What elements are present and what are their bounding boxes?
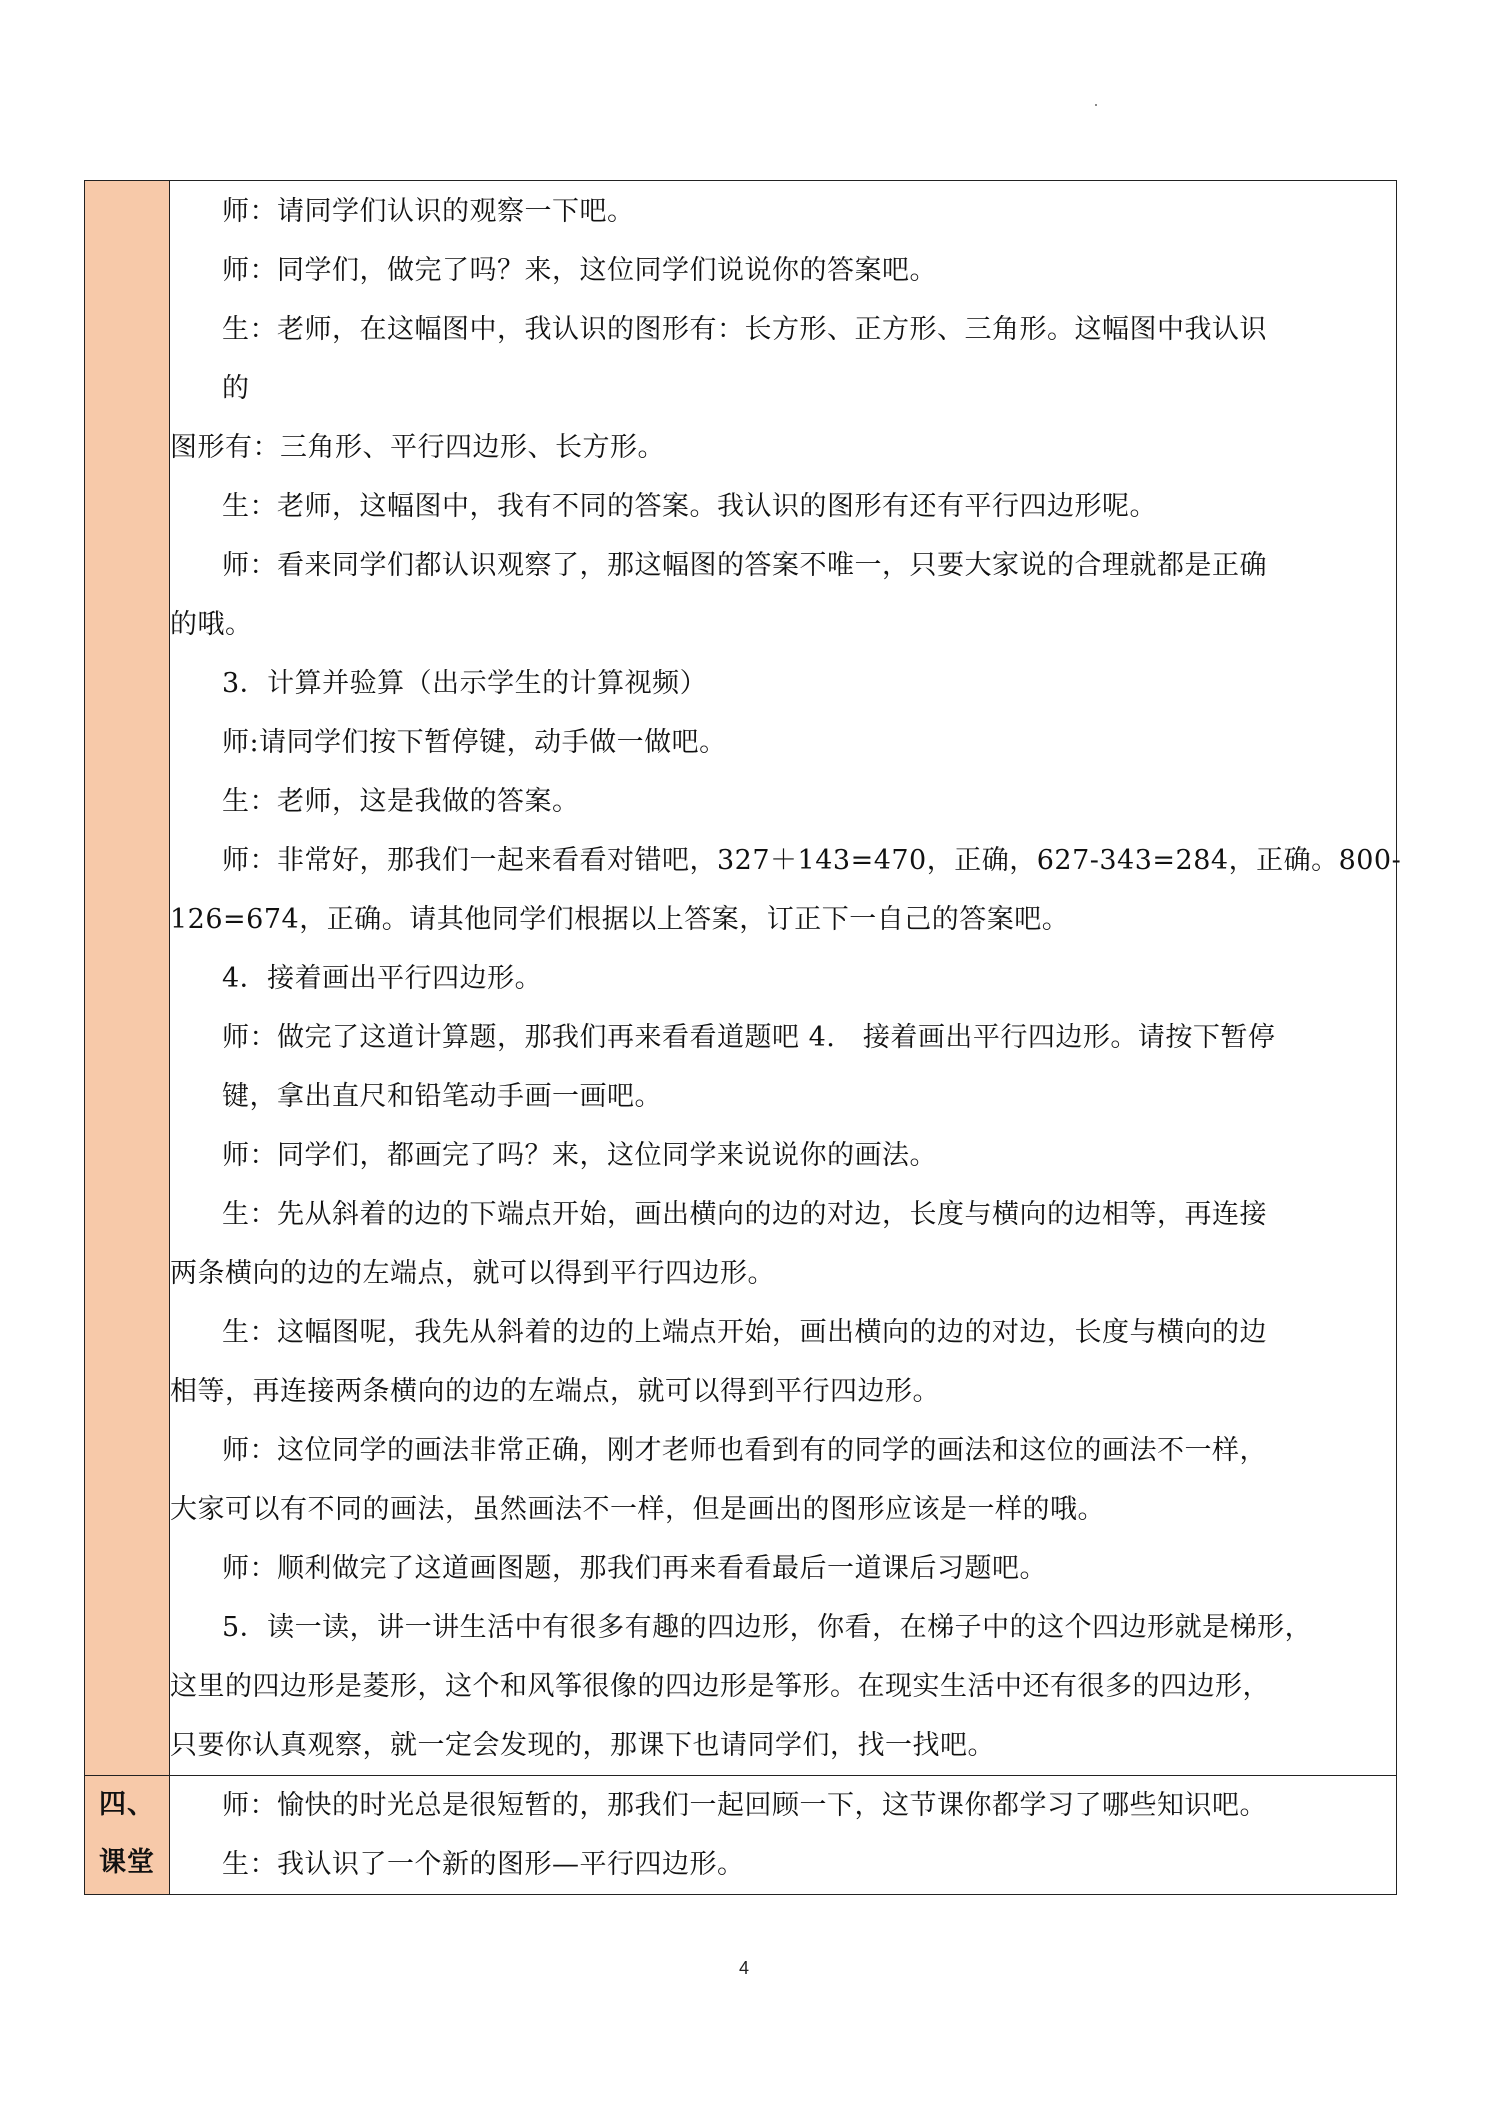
paragraph-line: 师：顺利做完了这道画图题，那我们再来看看最后一道课后习题吧。: [222, 1553, 1047, 1584]
paragraph-line: 师：愉快的时光总是很短暂的，那我们一起回顾一下，这节课你都学习了哪些知识吧。: [222, 1790, 1267, 1821]
paragraph-line: 师：同学们，做完了吗？来，这位同学们说说你的答案吧。: [222, 255, 937, 286]
paragraph-line: 两条横向的边的左端点，就可以得到平行四边形。: [170, 1258, 775, 1289]
paragraph-line: 这里的四边形是菱形，这个和风筝很像的四边形是筝形。在现实生活中还有很多的四边形，: [170, 1671, 1270, 1702]
section-label: 四、: [99, 1789, 155, 1820]
table-row: [85, 1776, 1397, 1895]
section-content-cell: [170, 181, 1402, 1776]
section-label: 课堂: [99, 1847, 155, 1878]
paragraph-line: 生：我认识了一个新的图形—平行四边形。: [222, 1849, 745, 1880]
paragraph-line: 5．读一读，讲一讲生活中有很多有趣的四边形，你看，在梯子中的这个四边形就是梯形，: [222, 1612, 1313, 1643]
paragraph-line: 生：老师，这是我做的答案。: [222, 786, 580, 817]
section-label-cell: [85, 181, 170, 1776]
section-label-cell: [85, 1776, 170, 1895]
lesson-plan-table: [84, 180, 1402, 1895]
table-row: [85, 181, 1397, 1776]
paragraph-line: 3．计算并验算（出示学生的计算视频）: [222, 668, 708, 699]
table-body: [85, 181, 1402, 1895]
paragraph-line: 师：非常好，那我们一起来看看对错吧，327＋143=470，正确，627-343=284，正确。800-: [222, 845, 1402, 876]
paragraph-line: 师：做完了这道计算题，那我们再来看看道题吧 4. 接着画出平行四边形。请按下暂停: [222, 1022, 1276, 1053]
paragraph-line: 图形有：三角形、平行四边形、长方形。: [170, 432, 665, 463]
paragraph-line: 的哦。: [170, 609, 253, 640]
page-number: 4: [738, 1958, 749, 1978]
paragraph-line: 126=674，正确。请其他同学们根据以上答案，订正下一自己的答案吧。: [170, 904, 1070, 935]
paragraph-line: 师：请同学们认识的观察一下吧。: [222, 196, 635, 227]
paragraph-line: 生：老师，在这幅图中，我认识的图形有：长方形、正方形、三角形。这幅图中我认识: [222, 314, 1267, 345]
paragraph-line: 师：同学们，都画完了吗？来，这位同学来说说你的画法。: [222, 1140, 937, 1171]
paragraph-line: 生：先从斜着的边的下端点开始，画出横向的边的对边，长度与横向的边相等，再连接: [222, 1199, 1267, 1230]
corner-mark: [1095, 104, 1097, 106]
paragraph-line: 4．接着画出平行四边形。: [222, 963, 543, 994]
paragraph-line: 师:请同学们按下暂停键，动手做一做吧。: [222, 727, 727, 758]
paragraph-line: 相等，再连接两条横向的边的左端点，就可以得到平行四边形。: [170, 1376, 940, 1407]
section-content-cell: [170, 1776, 1397, 1895]
paragraph-line: 师：看来同学们都认识观察了，那这幅图的答案不唯一，只要大家说的合理就都是正确: [222, 550, 1267, 581]
paragraph-line: 生：老师，这幅图中，我有不同的答案。我认识的图形有还有平行四边形呢。: [222, 491, 1157, 522]
paragraph-line: 师：这位同学的画法非常正确，刚才老师也看到有的同学的画法和这位的画法不一样，: [222, 1435, 1267, 1466]
paragraph-line: 大家可以有不同的画法，虽然画法不一样，但是画出的图形应该是一样的哦。: [170, 1494, 1105, 1525]
paragraph-line: 生：这幅图呢，我先从斜着的边的上端点开始，画出横向的边的对边，长度与横向的边: [222, 1317, 1267, 1348]
paragraph-line: 的: [222, 373, 250, 404]
paragraph-line: 只要你认真观察，就一定会发现的，那课下也请同学们，找一找吧。: [170, 1730, 995, 1761]
paragraph-line: 键，拿出直尺和铅笔动手画一画吧。: [222, 1081, 662, 1112]
